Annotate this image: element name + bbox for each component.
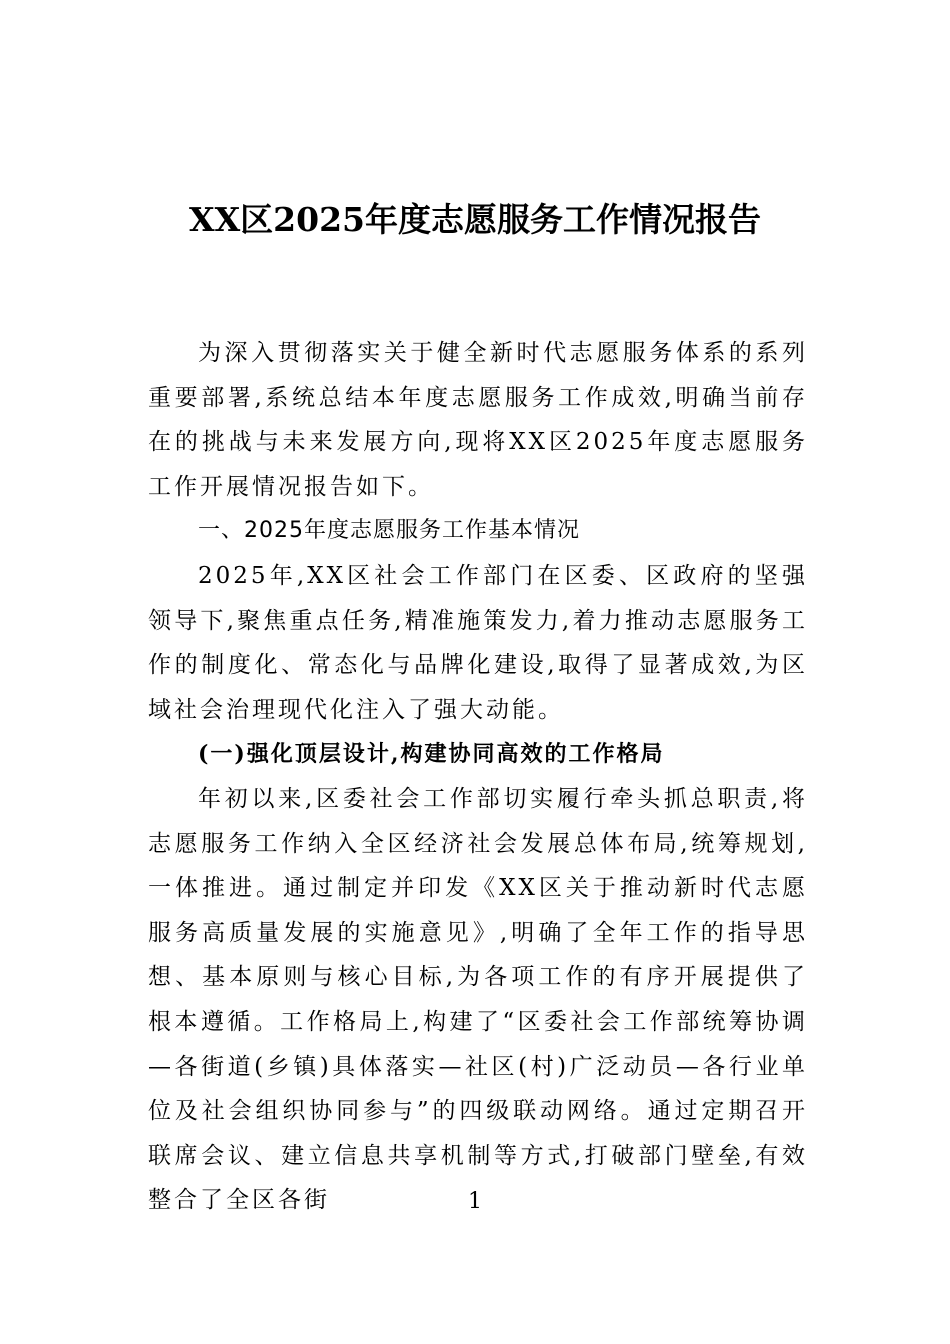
intro-paragraph: 为深入贯彻落实关于健全新时代志愿服务体系的系列重要部署,系统总结本年度志愿服务工作成效,明确当前存在的挑战与未来发展方向,现将XX区2025年度志愿服务工作开展情况报告如下。 (148, 340, 808, 500)
subsection-heading: (一)强化顶层设计,构建协同高效的工作格局 (198, 741, 665, 768)
document-title: XX区2025年度志愿服务工作情况报告 (188, 200, 762, 239)
document-body (148, 331, 808, 1223)
subsection-paragraph: 年初以来,区委社会工作部切实履行牵头抓总职责,将志愿服务工作纳入全区经济社会发展总体布局,统筹规划,一体推进。通过制定并印发《XX区关于推动新时代志愿服务高质量发展的实施意见》,明确了全年工作的指导思想、基本原则与核心目标,为各项工作的有序开展提供了根本遵循。工作格局上,构建了“区委社会工作部统筹协调—各街道(乡镇)具体落实—社区(村)广泛动员—各行业单位及社会组织协同参与”的四级联动网络。通过定期召开联席会议、建立信息共享机制等方式,打破部门壁垒,有效整合了全区各街 (148, 785, 808, 1214)
page-number: 1 (468, 1189, 482, 1214)
section-paragraph: 2025年,XX区社会工作部门在区委、区政府的坚强领导下,聚焦重点任务,精准施策发力,着力推动志愿服务工作的制度化、常态化与品牌化建设,取得了显著成效,为区域社会治理现代化注入了强大动能。 (148, 562, 808, 723)
section-heading: 一、2025年度志愿服务工作基本情况 (198, 518, 580, 544)
